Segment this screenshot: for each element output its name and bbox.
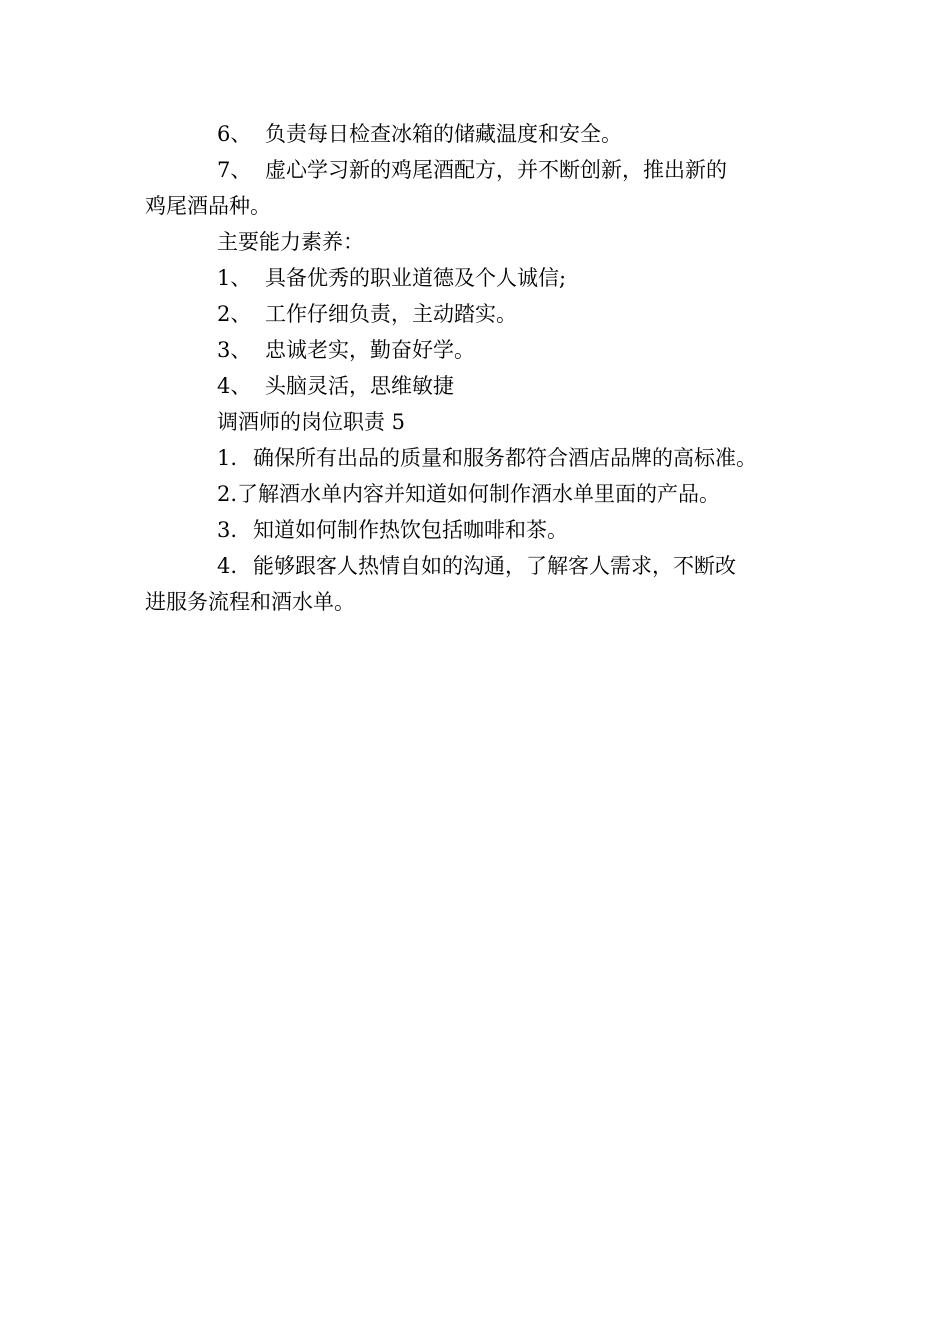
item-text: 头脑灵活，思维敏捷 [265, 374, 454, 398]
ability-item-3 [145, 332, 825, 368]
section-title: 调酒师的岗位职责 5 [217, 410, 406, 434]
duty-item-4-continuation: 进服务流程和酒水单。 [145, 590, 355, 614]
item-text: 忠诚老实，勤奋好学。 [265, 338, 475, 362]
item-number: 2、 [217, 302, 252, 326]
document-body [145, 116, 825, 620]
item-text: 知道如何制作热饮包括咖啡和茶。 [253, 518, 568, 542]
list-item-6 [145, 116, 825, 152]
item-text: 能够跟客人热情自如的沟通，了解客人需求，不断改 [253, 554, 736, 578]
duty-item-3 [145, 512, 825, 548]
ability-item-1 [145, 260, 825, 296]
item-number: 7、 [217, 158, 252, 182]
item-text: 负责每日检查冰箱的储藏温度和安全。 [265, 122, 622, 146]
ability-item-4 [145, 368, 825, 404]
item-text: 工作仔细负责，主动踏实。 [265, 302, 517, 326]
duty-item-1 [145, 440, 825, 476]
item-text: 虚心学习新的鸡尾酒配方，并不断创新，推出新的 [265, 158, 727, 182]
item-number: 6、 [217, 122, 252, 146]
item-number: 4. [217, 554, 238, 578]
duty-item-4 [145, 548, 825, 584]
list-item-7-continuation: 鸡尾酒品种。 [145, 194, 271, 218]
item-number: 3. [217, 518, 238, 542]
item-number: 4、 [217, 374, 252, 398]
ability-item-2 [145, 296, 825, 332]
abilities-heading: 主要能力素养： [217, 230, 364, 254]
item-number: 3、 [217, 338, 252, 362]
item-text: 确保所有出品的质量和服务都符合酒店品牌的高标准。 [253, 446, 757, 470]
list-item-7 [145, 152, 825, 188]
item-number: 1、 [217, 266, 252, 290]
item-text: 具备优秀的职业道德及个人诚信; [265, 266, 567, 290]
duty-item-2: 2.了解酒水单内容并知道如何制作酒水单里面的产品。 [217, 482, 721, 506]
item-number: 1. [217, 446, 238, 470]
